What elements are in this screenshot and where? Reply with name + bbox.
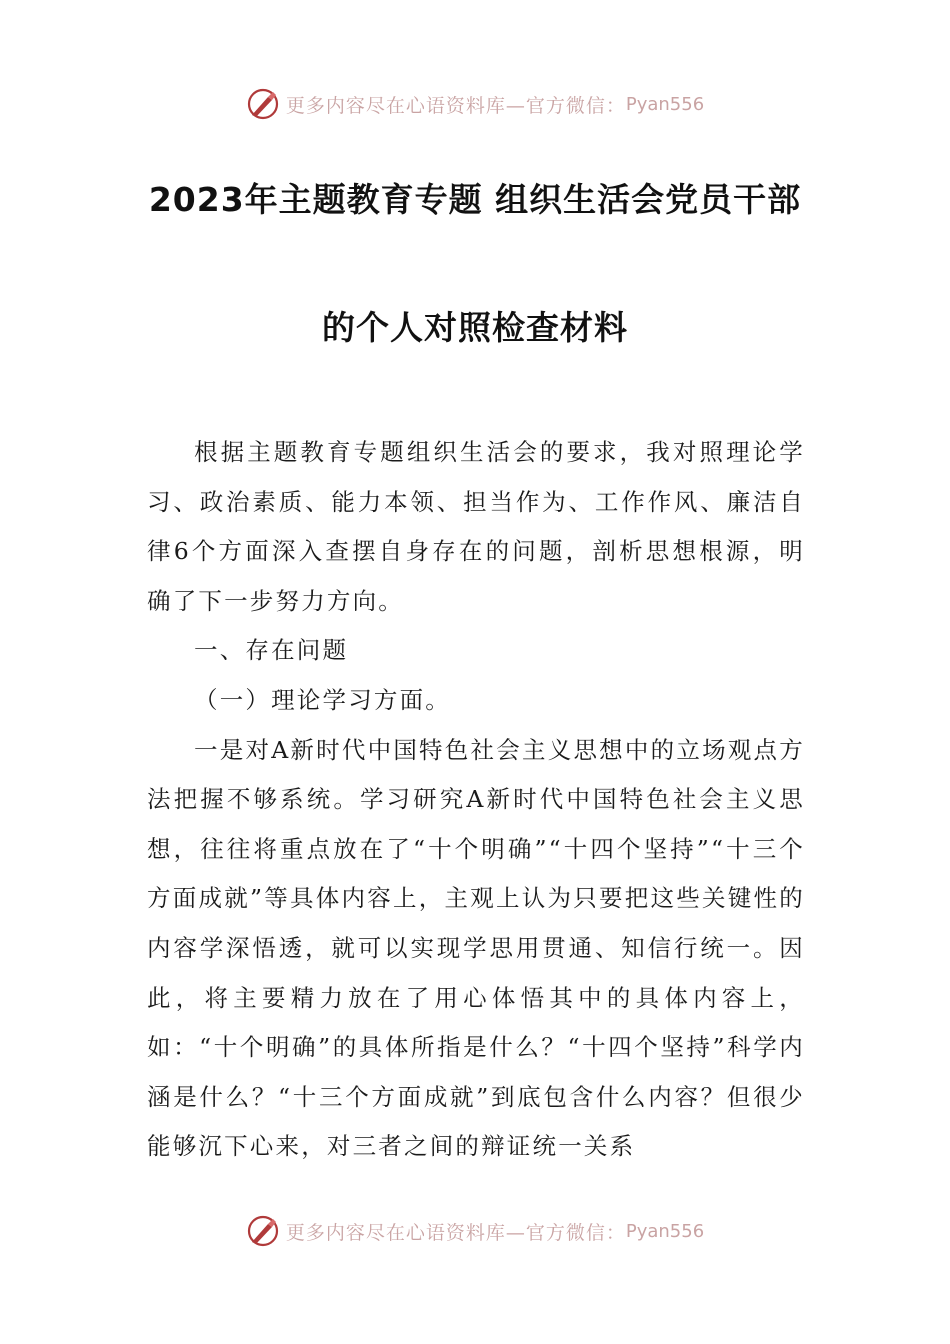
- document-title-line1: 2023年主题教育专题 组织生活会党员干部: [148, 180, 802, 219]
- footer-banner: [0, 1211, 950, 1251]
- banner-wechat-id: Pyan556: [625, 1220, 705, 1242]
- pen-logo-icon: [246, 1214, 280, 1248]
- banner-wechat-id: Pyan556: [625, 93, 705, 115]
- subsection-heading: （一）理论学习方面。: [194, 685, 451, 714]
- document-body: [147, 428, 805, 1172]
- paragraph-item-one: 一是对A新时代中国特色社会主义思想中的立场观点方法把握不够系统。学习研究A新时代中国特色社会主义思想，往往将重点放在了“十个明确”“十四个坚持”“十三个方面成就”等具体内容上，主观上认为只要把这些关键性的内容学深悟透，就可以实现学思用贯通、知信行统一。因此，将主要精力放在了用心体悟其中的具体内容上，如：“十个明确”的具体所指是什么？“十四个坚持”科学内涵是什么？“十三个方面成就”到底包含什么内容？但很少能够沉下心来，对三者之间的辩证统一关系: [147, 735, 805, 1161]
- document-title-line2: 的个人对照检查材料: [322, 308, 628, 347]
- banner-text: 更多内容尽在心语资料库—官方微信：: [285, 94, 626, 117]
- paragraph-intro: 根据主题教育专题组织生活会的要求，我对照理论学习、政治素质、能力本领、担当作为、工作作风、廉洁自律6个方面深入查摆自身存在的问题，剖析思想根源，明确了下一步努力方向。: [147, 438, 805, 615]
- pen-logo-icon: [246, 87, 280, 121]
- section-heading: 一、存在问题: [194, 636, 349, 665]
- banner-text: 更多内容尽在心语资料库—官方微信：: [285, 1221, 626, 1244]
- header-banner: [0, 84, 950, 124]
